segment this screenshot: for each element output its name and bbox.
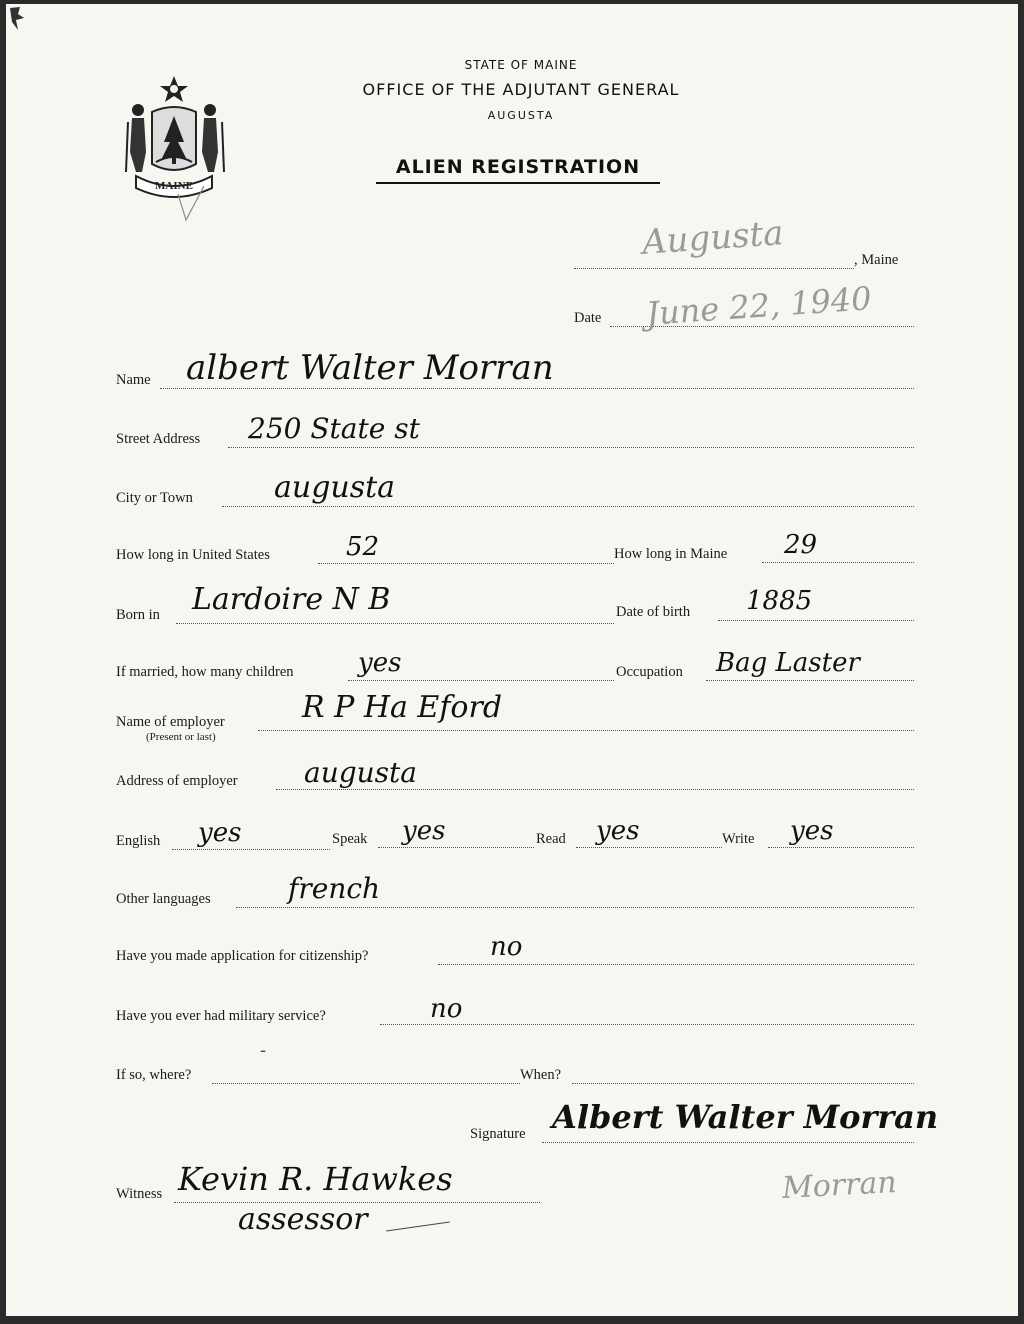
place-value: Augusta [640,213,785,263]
english-value: yes [198,818,242,848]
military-label: Have you ever had military service? [116,1008,326,1024]
years-maine-label: How long in Maine [614,546,728,562]
registration-form-page [6,4,1018,1316]
name-line [160,388,914,389]
pencil-note: Morran [781,1165,898,1206]
street-label: Street Address [116,431,201,447]
signature-value: Albert Walter Morran [552,1098,939,1136]
when-label: When? [520,1067,562,1083]
employer-label: Name of employer [116,714,225,730]
read-value: yes [596,816,640,846]
name-value: albert Walter Morran [186,348,554,388]
employer-address-value: augusta [304,756,417,789]
english-label: English [116,833,161,849]
born-in-label: Born in [116,607,160,623]
date-value: June 22, 1940 [644,279,873,333]
speak-label: Speak [332,831,368,847]
corner-mark-icon [6,4,32,34]
signature-line [542,1142,914,1143]
dob-label: Date of birth [616,604,691,620]
date-label: Date [574,310,602,326]
when-line [572,1083,914,1084]
city-label: City or Town [116,490,193,506]
children-line [348,680,614,681]
children-label: If married, how many children [116,664,294,680]
citizenship-line [438,964,914,965]
witness-label: Witness [116,1186,163,1202]
checkmark-icon [176,184,206,224]
where-line [212,1083,520,1084]
dob-line [718,620,914,621]
english-line [172,849,330,850]
witness-value: Kevin R. Hawkes [178,1160,453,1198]
maine-suffix: , Maine [854,252,899,268]
signature-label: Signature [470,1126,526,1142]
seal-banner-text: MAINE [155,180,193,192]
form-title: ALIEN REGISTRATION [395,156,641,178]
years-maine-value: 29 [784,530,818,560]
employer-value: R P Ha Eford [302,690,503,725]
write-label: Write [722,831,755,847]
name-label: Name [116,372,151,388]
employer-note: (Present or last) [146,731,216,743]
employer-address-label: Address of employer [116,773,238,789]
other-languages-label: Other languages [116,891,211,907]
title-underline [376,182,660,184]
occupation-label: Occupation [616,664,683,680]
witness-title-underline [386,1222,450,1232]
born-in-line [176,623,614,624]
other-languages-line [236,907,914,908]
where-value: - [260,1040,267,1061]
read-label: Read [536,831,566,847]
street-value: 250 State st [248,412,420,445]
years-us-line [318,563,614,564]
military-value: no [430,994,463,1024]
header-city: AUGUSTA [487,109,555,122]
read-line [576,847,722,848]
where-label: If so, where? [116,1067,192,1083]
occupation-value: Bag Laster [716,648,860,678]
occupation-line [706,680,914,681]
employer-line [258,730,914,731]
years-us-value: 52 [346,532,380,562]
citizenship-label: Have you made application for citizenship? [116,948,369,964]
write-line [768,847,914,848]
header-state: STATE OF MAINE [464,58,578,72]
speak-line [378,847,534,848]
city-line [222,506,914,507]
city-value: augusta [274,470,396,505]
dob-value: 1885 [746,586,813,616]
employer-address-line [276,789,914,790]
write-value: yes [790,816,834,846]
speak-value: yes [402,816,446,846]
years-maine-line [762,562,914,563]
other-languages-value: french [288,872,381,905]
citizenship-value: no [490,932,523,962]
street-line [228,447,914,448]
header-office: OFFICE OF THE ADJUTANT GENERAL [362,80,680,99]
state-seal-icon [118,72,230,200]
witness-title-value: assessor [238,1202,368,1237]
place-line [574,268,854,269]
born-in-value: Lardoire N B [192,582,391,617]
children-value: yes [358,648,402,678]
years-us-label: How long in United States [116,547,270,563]
military-line [380,1024,914,1025]
